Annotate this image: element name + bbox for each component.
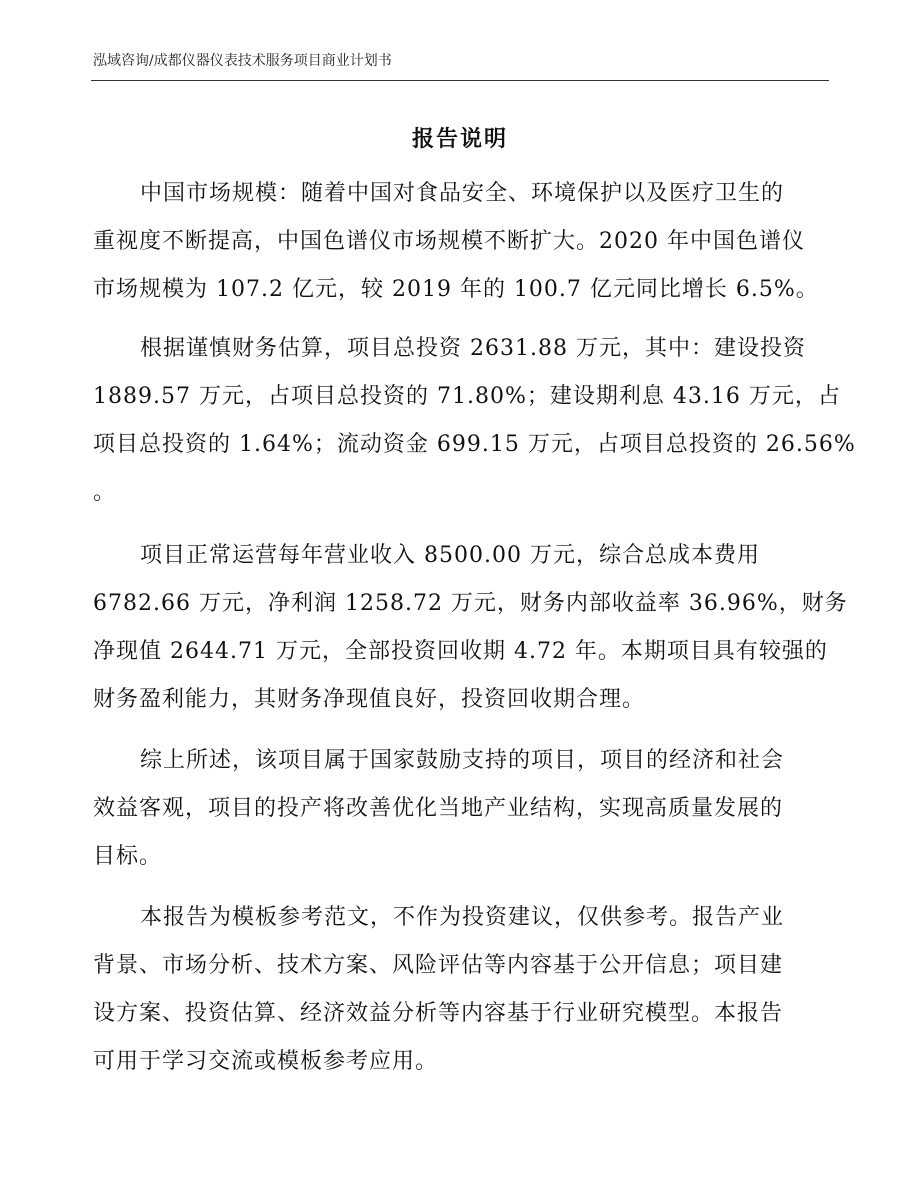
paragraph-line: 综上所述，该项目属于国家鼓励支持的项目，项目的经济和社会 — [140, 748, 785, 773]
paragraph-line: 项目正常运营每年营业收入 8500.00 万元，综合总成本费用 — [140, 543, 760, 568]
document-body — [93, 170, 856, 1086]
paragraph-line: 财务盈利能力，其财务净现值良好，投资回收期合理。 — [93, 687, 646, 712]
paragraph-line: 项目总投资的 1.64%；流动资金 699.15 万元，占项目总投资的 26.56% — [93, 432, 856, 457]
paragraph-summary — [93, 737, 829, 881]
paragraph-line: 。 — [93, 480, 117, 505]
paragraph-line: 背景、市场分析、技术方案、风险评估等内容基于公开信息；项目建 — [93, 953, 784, 978]
paragraph-line: 中国市场规模：随着中国对食品安全、环境保护以及医疗卫生的 — [140, 181, 785, 206]
paragraph-line: 可用于学习交流或模板参考应用。 — [93, 1049, 439, 1074]
running-header: 泓域咨询/成都仪器仪表技术服务项目商业计划书 — [93, 53, 392, 69]
paragraph-operations — [93, 532, 848, 724]
paragraph-line: 净现值 2644.71 万元，全部投资回收期 4.72 年。本期项目具有较强的 — [93, 639, 828, 664]
paragraph-line: 本报告为模板参考范文，不作为投资建议，仅供参考。报告产业 — [140, 905, 785, 930]
paragraph-line: 市场规模为 107.2 亿元，较 2019 年的 100.7 亿元同比增长 6.5%。 — [93, 277, 819, 302]
paragraph-market-size — [93, 170, 829, 314]
paragraph-line: 目标。 — [93, 844, 163, 869]
paragraph-line: 1889.57 万元，占项目总投资的 71.80%；建设期利息 43.16 万元，占 — [93, 384, 841, 409]
paragraph-line: 根据谨慎财务估算，项目总投资 2631.88 万元，其中：建设投资 — [140, 336, 806, 361]
paragraph-disclaimer — [93, 894, 829, 1086]
header-divider — [91, 80, 829, 81]
paragraph-line: 效益客观，项目的投产将改善优化当地产业结构，实现高质量发展的 — [93, 796, 784, 821]
paragraph-investment — [93, 325, 856, 517]
page-title: 报告说明 — [411, 126, 508, 152]
paragraph-line: 重视度不断提高，中国色谱仪市场规模不断扩大。2020 年中国色谱仪 — [93, 229, 805, 254]
paragraph-line: 6782.66 万元，净利润 1258.72 万元，财务内部收益率 36.96%，财务 — [93, 591, 848, 616]
paragraph-line: 设方案、投资估算、经济效益分析等内容基于行业研究模型。本报告 — [93, 1001, 784, 1026]
